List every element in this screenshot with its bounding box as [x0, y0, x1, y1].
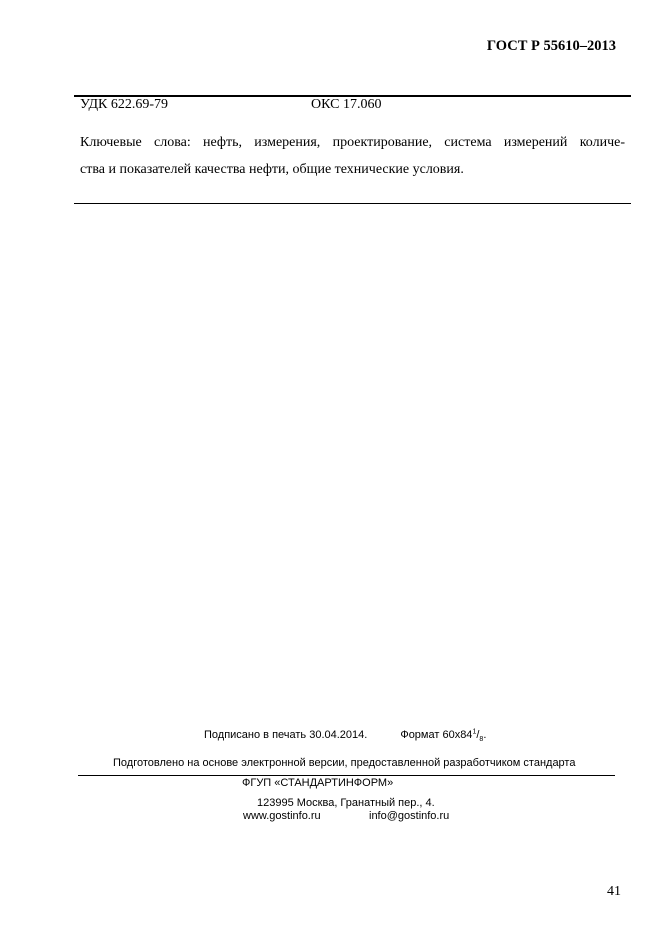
paper-format: Формат $60x84^1/_8$.	[400, 728, 487, 744]
keywords-line-2: ства и показателей качества нефти, общие технические условия.	[80, 162, 464, 177]
prepared-note: Подготовлено на основе электронной версии, предоставленной разработчиком стандарта	[113, 757, 576, 769]
format-numerator: 1	[472, 728, 477, 736]
oks-code: ОКС 17.060	[311, 97, 382, 112]
standard-title: ГОСТ Р 55610–2013	[486, 38, 616, 54]
imprint-divider	[78, 775, 615, 776]
format-label: Формат 60x84	[400, 729, 473, 741]
signed-date: Подписано в печать 30.04.2014.	[204, 729, 368, 741]
publisher-email: info@gostinfo.ru	[369, 810, 450, 822]
keywords-divider	[74, 203, 631, 204]
publisher-website: www.gostinfo.ru	[243, 810, 321, 822]
publisher-name: ФГУП «СТАНДАРТИНФОРМ»	[242, 777, 394, 789]
signed-for-print-line	[204, 728, 487, 744]
keywords-line-1: Ключевые слова: нефть, измерения, проектирование, система измерений количе-	[80, 135, 625, 150]
format-end: .	[483, 729, 487, 741]
format-denominator: 8	[479, 736, 484, 744]
udk-code: УДК 622.69-79	[80, 97, 169, 112]
page-number: 41	[607, 884, 621, 899]
publisher-address: 123995 Москва, Гранатный пер., 4.	[257, 797, 435, 809]
